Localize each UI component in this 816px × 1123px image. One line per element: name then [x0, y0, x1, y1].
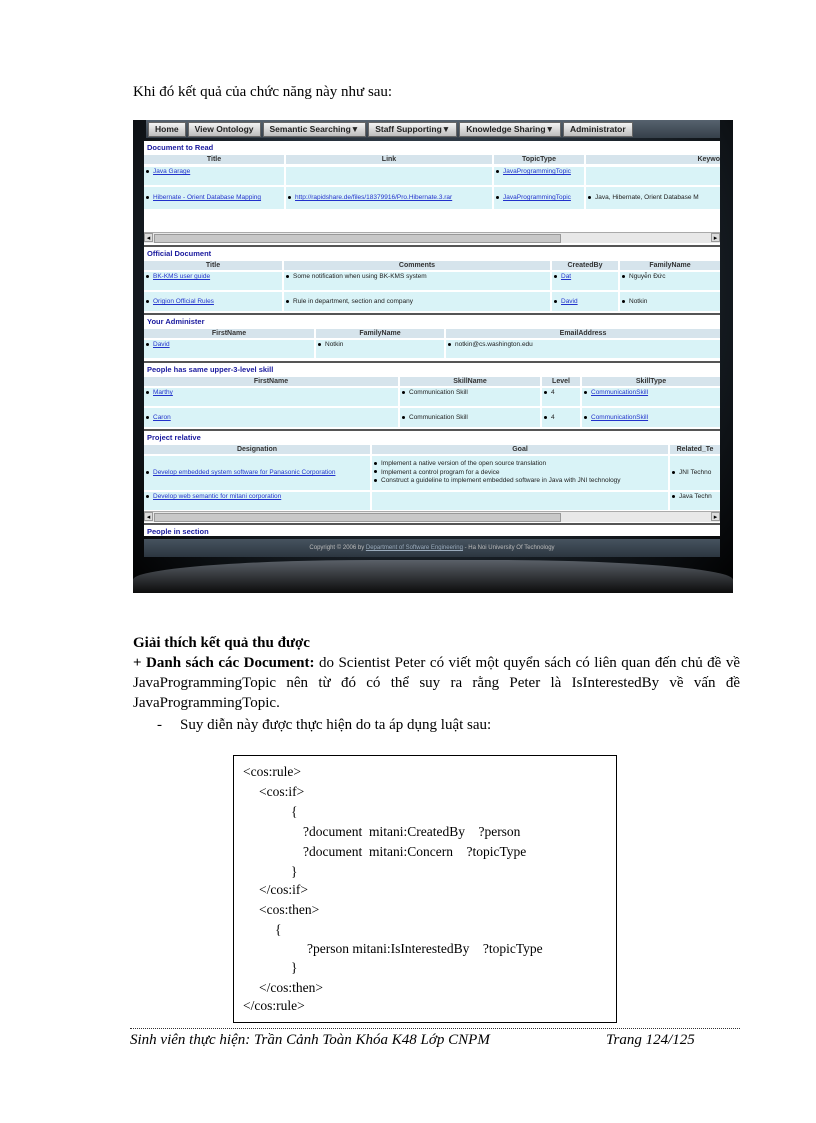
code-line: { — [291, 804, 298, 819]
family-name-text: Notkin — [325, 341, 344, 348]
table-cell — [552, 272, 618, 290]
code-line: } — [291, 960, 298, 975]
section-people-in-section — [144, 525, 720, 536]
app-screenshot — [133, 120, 733, 593]
dash-text: Suy diễn này được thực hiện do ta áp dụng luật sau: — [180, 717, 492, 733]
col-header: Level — [542, 377, 580, 386]
table-cell — [144, 408, 398, 427]
table-cell — [670, 492, 720, 510]
table-cell — [400, 408, 540, 427]
dash-bullet: - — [157, 717, 162, 733]
nav-knowledge-sharing[interactable]: Knowledge Sharing▼ — [459, 122, 561, 137]
table-cell — [144, 456, 370, 490]
scroll-thumb[interactable] — [154, 513, 561, 522]
doc-link[interactable]: Java Garage — [153, 168, 191, 175]
table-cell — [316, 340, 444, 358]
code-line: ?document mitani:CreatedBy ?person — [303, 824, 521, 839]
table-cell — [552, 292, 618, 311]
table-cell — [620, 292, 720, 311]
code-line: ?document mitani:Concern ?topicType — [303, 844, 527, 859]
section-project-relative — [144, 431, 720, 525]
col-header: Comments — [284, 261, 550, 270]
goal-item: Implement a control program for a device — [374, 469, 668, 478]
person-link[interactable]: David — [153, 341, 170, 348]
table-cell — [144, 492, 370, 510]
section-title: People has same upper-3-level skill — [147, 365, 274, 374]
person-link[interactable]: Caron — [153, 414, 171, 421]
table-cell — [284, 292, 550, 311]
table-cell — [144, 292, 282, 311]
col-header: Title — [144, 155, 284, 164]
content-area — [144, 141, 720, 536]
copyright-text: Copyright © 2006 by — [309, 545, 365, 551]
doc-link[interactable]: Hibernate - Orient Database Mapping — [153, 194, 262, 201]
explanation-heading: Giải thích kết quả thu được — [133, 635, 310, 651]
table-cell — [582, 388, 720, 406]
email-text: notkin@cs.washington.edu — [455, 341, 533, 348]
code-line: <cos:if> — [259, 784, 305, 799]
nav-semantic-searching[interactable]: Semantic Searching▼ — [263, 122, 367, 137]
page-footer-number: Trang 124/125 — [606, 1032, 695, 1048]
table-cell — [372, 456, 668, 490]
skill-name-text: Communication Skill — [409, 414, 468, 421]
code-line: ?person mitani:IsInterestedBy ?topicType — [307, 941, 543, 956]
col-header: Keywo — [586, 155, 720, 164]
person-link[interactable]: Marthy — [153, 389, 173, 396]
comment-text: Some notification when using BK-KMS system — [293, 273, 427, 280]
table-cell — [284, 272, 550, 290]
doc-link[interactable]: Origion Official Rules — [153, 298, 214, 305]
table-cell — [542, 408, 580, 427]
table-cell — [542, 388, 580, 406]
table-cell — [144, 167, 284, 185]
section-title: Project relative — [147, 433, 201, 442]
scroll-thumb[interactable] — [154, 234, 561, 243]
family-name-text: Nguyễn Đức — [629, 273, 666, 280]
col-header: TopicType — [494, 155, 584, 164]
project-link[interactable]: Develop embedded system software for Panasonic Corporation — [153, 469, 336, 476]
section-document-to-read — [144, 141, 720, 247]
col-header: Designation — [144, 445, 370, 454]
col-header: Title — [144, 261, 282, 270]
table-cell — [586, 187, 720, 209]
col-header: FirstName — [144, 377, 398, 386]
section-your-administer — [144, 315, 720, 363]
code-line: </cos:rule> — [243, 998, 305, 1013]
footer-separator — [130, 1028, 740, 1029]
url-link[interactable]: http://rapidshare.de/files/18379916/Pro.Hibernate.3.rar — [295, 194, 453, 201]
para-text: do Scientist Peter có viết một quyển sách có liên quan đến chủ đề về JavaProgrammingTopic nên từ đó có thể suy ra rằng Peter là IsInterestedBy về vấn đề JavaProgrammingTopic. — [133, 655, 740, 711]
scroll-right-icon[interactable]: ▸ — [711, 512, 720, 521]
explanation-paragraph — [133, 653, 740, 713]
table-cell — [494, 187, 584, 209]
related-text: JNI Techno — [679, 469, 712, 476]
col-header: Link — [286, 155, 492, 164]
goal-item: Construct a guideline to implement embedded software in Java with JNI technology — [374, 477, 668, 486]
col-header: FamilyName — [620, 261, 720, 270]
table-cell — [586, 167, 720, 185]
skill-type-link[interactable]: CommunicationSkill — [591, 414, 649, 421]
page-footer-author: Sinh viên thực hiện: Trần Cảnh Toàn Khóa K48 Lớp CNPM — [130, 1032, 490, 1048]
nav-view-ontology[interactable]: View Ontology — [188, 122, 261, 137]
horizontal-scrollbar[interactable] — [144, 511, 720, 522]
keywords-text: Java, Hibernate, Orient Database M — [595, 194, 699, 201]
table-cell — [582, 408, 720, 427]
code-line: <cos:then> — [259, 902, 320, 917]
code-line: </cos:if> — [259, 882, 308, 897]
goal-item: Implement a native version of the open source translation — [374, 460, 668, 469]
doc-link[interactable]: BK-KMS user guide — [153, 273, 211, 280]
project-link[interactable]: Develop web semantic for mitani corporation — [153, 493, 282, 500]
table-cell — [620, 272, 720, 290]
nav-bar — [146, 120, 720, 138]
nav-staff-supporting[interactable]: Staff Supporting▼ — [368, 122, 457, 137]
col-header: SkillType — [582, 377, 720, 386]
section-title: Document to Read — [147, 143, 214, 152]
table-cell — [144, 388, 398, 406]
col-header: Related_Te — [670, 445, 720, 454]
col-header: CreatedBy — [552, 261, 618, 270]
rule-code-box — [233, 755, 617, 1023]
scroll-right-icon[interactable]: ▸ — [711, 233, 720, 242]
department-link[interactable]: Department of Software Engineering — [365, 545, 463, 551]
col-header: SkillName — [400, 377, 540, 386]
scroll-left-icon[interactable]: ◂ — [144, 512, 153, 521]
code-line: </cos:then> — [259, 980, 323, 995]
comment-text: Rule in department, section and company — [293, 298, 413, 305]
para-bold: + Danh sách các Document: — [133, 655, 315, 671]
family-name-text: Notkin — [629, 298, 648, 305]
code-line: <cos:rule> — [243, 764, 301, 779]
table-cell — [494, 167, 584, 185]
table-cell — [670, 456, 720, 490]
topic-link[interactable]: JavaProgrammingTopic — [503, 194, 571, 201]
app-footer — [144, 539, 720, 557]
section-official-document — [144, 247, 720, 315]
table-cell — [286, 167, 492, 185]
table-cell — [144, 272, 282, 290]
intro-text: Khi đó kết quả của chức năng này như sau: — [133, 84, 393, 100]
col-header: Goal — [372, 445, 668, 454]
nav-administrator[interactable]: Administrator — [563, 122, 633, 137]
col-header: EmailAddress — [446, 329, 720, 338]
level-text: 4 — [551, 414, 555, 421]
skill-type-link[interactable]: CommunicationSkill — [591, 389, 649, 396]
level-text: 4 — [551, 389, 555, 396]
skill-name-text: Communication Skill — [409, 389, 468, 396]
table-cell — [144, 187, 284, 209]
section-title: People in section — [147, 527, 209, 536]
col-header: FirstName — [144, 329, 314, 338]
university-text: - Ha Noi University Of Technology — [464, 545, 555, 551]
table-cell — [446, 340, 720, 358]
col-header: FamilyName — [316, 329, 444, 338]
topic-link[interactable]: JavaProgrammingTopic — [503, 168, 571, 175]
scroll-left-icon[interactable]: ◂ — [144, 233, 153, 242]
code-line: } — [291, 864, 298, 879]
table-cell — [286, 187, 492, 209]
nav-home[interactable]: Home — [148, 122, 186, 137]
section-same-skill — [144, 363, 720, 431]
table-cell — [372, 492, 668, 510]
table-cell — [400, 388, 540, 406]
section-title: Official Document — [147, 249, 212, 258]
person-link[interactable]: Dat — [561, 273, 572, 280]
section-title: Your Administer — [147, 317, 205, 326]
table-cell — [144, 340, 314, 358]
code-line: { — [275, 922, 282, 937]
person-link[interactable]: David — [561, 298, 578, 305]
horizontal-scrollbar[interactable] — [144, 232, 720, 243]
related-text: Java Techn — [679, 493, 712, 500]
